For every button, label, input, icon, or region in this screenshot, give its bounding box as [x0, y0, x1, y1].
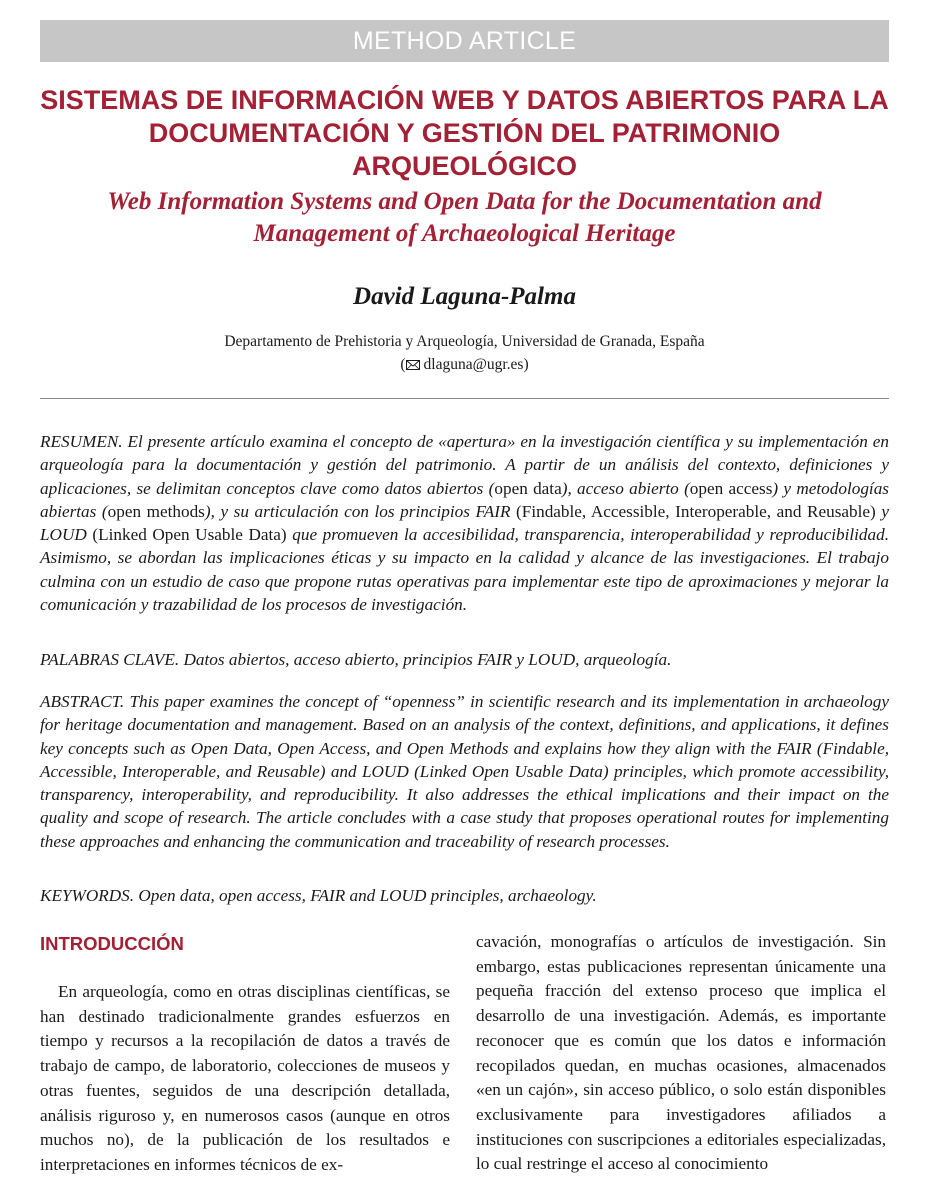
resumen-text-1: . El presente artículo examina el concepto de «apertura» en la investigación científica y su implementación en arqueología para la documentación y gestión del patrimonio. A partir de un análisis del contexto, definiciones y aplicaciones, se delimitan conceptos clave como datos abiertos (: [40, 432, 889, 498]
resumen-text-2: ), acceso abierto (: [561, 478, 690, 498]
body-column-right: cavación, monografías o artículos de investigación. Sin embargo, estas publicaciones representan únicamente una pequeña fracción del extenso proceso que implica el desarrollo de una investigación. Además, es importante reconocer que es común que los datos e información recopilados quedan, en muchas ocasiones, almacenados «en un cajón», sin acceso público, o solo están disponibles exclusivamente para investigadores afiliados a instituciones con suscripciones a editoriales especializadas, lo cual restringe el acceso al conocimiento: [476, 932, 886, 1174]
section-heading-introduccion: INTRODUCCIÓN: [40, 933, 184, 954]
keywords-heading: KEYWORDS: [40, 886, 130, 905]
article-title-english: Web Information Systems and Open Data for the Documentation and Management of Archaeological Heritage: [107, 188, 822, 247]
palabras-clave-paragraph: [40, 648, 889, 671]
resumen-heading: RESUMEN: [40, 432, 119, 451]
resumen-term-fair: (Findable, Accessible, Interoperable, and Reusable): [516, 501, 876, 521]
abstract-heading: ABSTRACT: [40, 692, 120, 711]
resumen-text-4: ), y su articulación con los principios FAIR: [204, 501, 517, 521]
abstract-text: . This paper examines the concept of “openness” in scientific research and its implementation in archaeology for heritage documentation and management. Based on an analysis of the context, definitions, and applications, it defines key concepts such as Open Data, Open Access, and Open Methods and explains how they align with the FAIR (Findable, Accessible, Interoperable, and Reusable) and LOUD (Linked Open Usable Data) principles, which promote accessibility, transparency, interoperability, and reproducibility. It also addresses the ethical implications and their impact on the quality and scope of research. The article concludes with a case study that proposes operational routes for implementing these approaches and enhancing the communication and traceability of research processes.: [40, 692, 889, 851]
resumen-term-open-methods: open methods: [107, 501, 205, 521]
keywords-paragraph: [40, 884, 889, 907]
resumen-paragraph: [40, 430, 889, 616]
palabras-clave-heading: PALABRAS CLAVE: [40, 650, 175, 669]
author-name: David Laguna-Palma: [353, 283, 576, 310]
resumen-term-open-access: open access: [689, 478, 773, 498]
article-type-banner: METHOD ARTICLE: [40, 20, 889, 62]
divider-rule: [40, 398, 889, 399]
palabras-clave-text: . Datos abiertos, acceso abierto, principios FAIR y LOUD, arqueología.: [174, 650, 672, 669]
resumen-term-open-data: open data: [494, 478, 562, 498]
resumen-text-3: ) y metodologías abiertas (: [40, 478, 889, 521]
body-column-left: En arqueología, como en otras disciplinas científicas, se han destinado tradicionalmente grandes esfuerzos en tiempo y recursos a la recopilación de datos a través de trabajo de campo, de laboratorio, colecciones de museos y otras fuentes, seguidos de una descripción detallada, análisis riguroso y, en numerosos casos (aunque en otros muchos no), de la publicación de los resultados e interpretaciones en informes técnicos de ex-: [40, 982, 450, 1174]
abstract-paragraph: [40, 690, 889, 853]
envelope-icon: [406, 360, 420, 370]
email-line: ( dlaguna@ugr.es): [400, 356, 529, 373]
resumen-text-6: que promueven la accesibilidad, transparencia, interoperabilidad y reproducibilidad. Asimismo, se abordan las implicaciones éticas y su impacto en la calidad y alcance de las investigaciones. El trabajo culmina con un estudio de caso que propone rutas operativas para implementar este tipo de aproximaciones y mejorar la comunicación y trazabilidad de los procesos de investigación.: [40, 525, 890, 615]
affiliation: Departamento de Prehistoria y Arqueología, Universidad de Granada, España: [224, 333, 705, 350]
article-title-spanish: SISTEMAS DE INFORMACIÓN WEB Y DATOS ABIERTOS PARA LA DOCUMENTACIÓN Y GESTIÓN DEL PATRIMONIO ARQUEOLÓGICO: [40, 85, 889, 181]
author-affiliation-block: [40, 330, 889, 376]
author-email[interactable]: dlaguna@ugr.es: [423, 356, 524, 373]
resumen-term-loud: (Linked Open Usable Data): [92, 525, 287, 545]
keywords-text: . Open data, open access, FAIR and LOUD principles, archaeology.: [129, 886, 597, 905]
resumen-text-5: y LOUD: [40, 501, 889, 545]
